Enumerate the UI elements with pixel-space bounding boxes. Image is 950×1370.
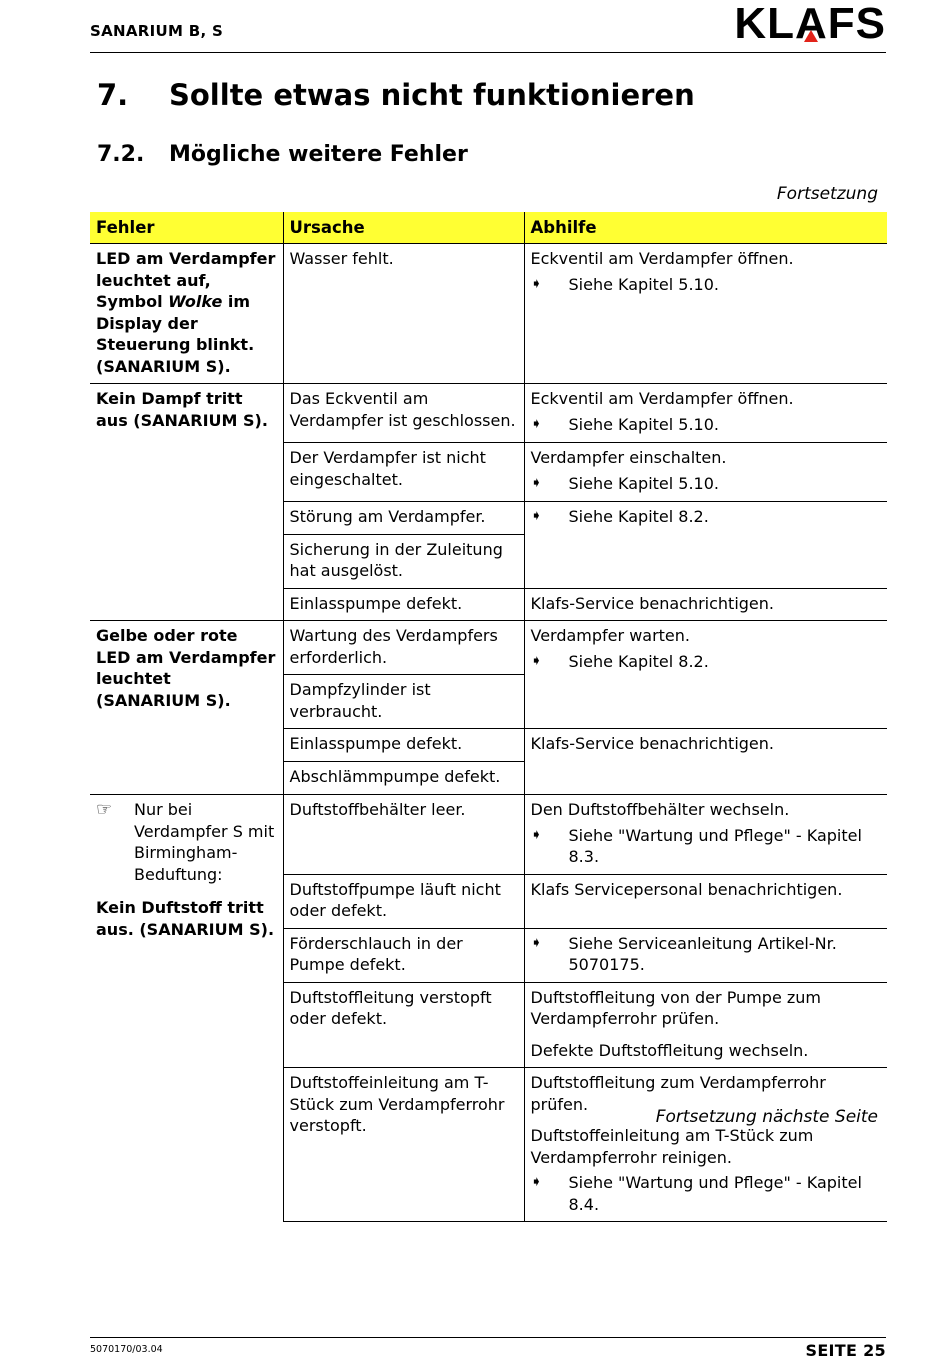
fehler-text: Kein Duftstoff tritt aus. (SANARIUM S). [96,898,275,939]
pointing-hand-icon: ☞ [96,799,113,820]
ursache-cell: Einlasspumpe defekt. [283,588,524,621]
section-number: 7. [97,78,129,112]
table-row [90,621,887,675]
abhilfe-text: Eckventil am Verdampfer öffnen. [530,389,794,408]
abhilfe-text: Den Duftstoffbehälter wechseln. [530,800,790,819]
abhilfe-text: Duftstoffleitung von der Pumpe zum Verdampferrohr prüfen. [530,987,821,1028]
reference [531,651,882,673]
table-row [90,244,887,384]
abhilfe-cell [524,502,887,589]
abhilfe-cell: Klafs-Service benachrichtigen. [524,588,887,621]
abhilfe-text: Verdampfer einschalten. [530,448,727,467]
abhilfe-text: Duftstoffleitung zum Verdampferrohr prüfen. [530,1073,826,1114]
subsection-number: 7.2. [97,142,145,167]
note [96,799,277,885]
pointer-arrow-icon: ➧ [530,508,543,524]
reference [531,825,882,868]
ursache-cell: Abschlämmpumpe defekt. [283,762,524,795]
continued-next-label: Fortsetzung nächste Seite [655,1107,878,1127]
document-title: SANARIUM B, S [90,22,224,40]
pointer-arrow-icon: ➧ [530,415,543,432]
table-row [90,795,887,875]
ursache-cell: Förderschlauch in der Pumpe defekt. [283,928,524,982]
ursache-cell: Das Eckventil am Verdampfer ist geschlossen. [283,384,524,443]
ursache-cell: Dampfzylinder ist verbraucht. [283,675,524,729]
ursache-cell: Einlasspumpe defekt. [283,729,524,762]
reference-text: Siehe Kapitel 5.10. [568,414,719,434]
abhilfe-cell [524,1068,887,1222]
logo-triangle-icon [804,30,818,42]
pointer-arrow-icon: ➧ [530,652,543,669]
reference-text: Siehe Kapitel 5.10. [568,473,719,493]
fehler-cell [90,795,283,1222]
page-header [90,0,886,53]
pointer-arrow-icon: ➧ [530,1174,543,1190]
reference [531,506,882,528]
fehler-text: LED am Verdampfer leuchtet auf, Symbol [96,249,276,311]
ursache-cell: Duftstoffbehälter leer. [283,795,524,875]
fehler-italic-text: Wolke [168,292,223,311]
page-number: SEITE 25 [805,1341,886,1360]
reference [531,933,882,976]
troubleshooting-table [90,212,887,1222]
header-ursache: Ursache [283,212,524,244]
fehler-cell: Kein Dampf tritt aus (SANARIUM S). [90,384,283,621]
page-footer [90,1337,886,1360]
abhilfe-cell [524,384,887,443]
reference-text: Siehe "Wartung und Pflege" - Kapitel 8.3. [568,825,862,866]
fehler-cell [90,244,283,384]
ursache-cell: Wartung des Verdampfers erforderlich. [283,621,524,675]
table-row [90,384,887,443]
reference [531,1172,882,1215]
header-fehler: Fehler [90,212,283,244]
reference-text: Siehe Kapitel 8.2. [568,651,709,671]
reference [531,473,882,495]
subsection-title: Mögliche weitere Fehler [169,142,468,167]
document-id: 5070170/03.04 [90,1344,163,1355]
ursache-cell: Störung am Verdampfer. [283,502,524,535]
subsection-heading [97,142,468,167]
reference-text: Siehe Kapitel 5.10. [568,274,719,294]
abhilfe-cell [524,443,887,502]
abhilfe-text: Defekte Duftstoffleitung wechseln. [530,1040,809,1060]
abhilfe-text: Eckventil am Verdampfer öffnen. [530,249,794,268]
ursache-cell: Wasser fehlt. [283,244,524,384]
fehler-cell: Gelbe oder rote LED am Verdampfer leuchtet (SANARIUM S). [90,621,283,795]
pointer-arrow-icon: ➧ [530,275,543,292]
pointer-arrow-icon: ➧ [530,934,543,951]
abhilfe-text: Duftstoffeinleitung am T-Stück zum Verdampferrohr reinigen. [530,1126,814,1167]
section-heading [97,78,695,112]
reference-text: Siehe "Wartung und Pflege" - Kapitel 8.4. [568,1173,862,1214]
abhilfe-cell [524,795,887,875]
abhilfe-text: Verdampfer warten. [530,626,690,645]
reference-text: Siehe Kapitel 8.2. [568,507,709,526]
section-title: Sollte etwas nicht funktionieren [169,78,695,112]
fehler-text: im Display der Steuerung blinkt. (SANARIUM S). [96,292,255,376]
abhilfe-cell: Klafs-Service benachrichtigen. [524,729,887,795]
ursache-cell: Duftstoffeinleitung am T-Stück zum Verdampferrohr verstopft. [283,1068,524,1222]
abhilfe-cell [524,982,887,1068]
abhilfe-cell: Klafs Servicepersonal benachrichtigen. [524,874,887,928]
klafs-logo: KL A FS [734,0,886,48]
note-text: Nur bei Verdampfer S mit Birmingham-Beduftung: [134,800,275,884]
header-abhilfe: Abhilfe [524,212,887,244]
pointer-arrow-icon: ➧ [530,826,543,843]
reference-text: Siehe Serviceanleitung Artikel-Nr. 5070175. [568,933,837,974]
table-header-row [90,212,887,244]
abhilfe-cell [524,928,887,982]
reference [531,414,882,436]
abhilfe-cell [524,621,887,729]
reference [531,274,882,296]
ursache-cell: Duftstoffleitung verstopft oder defekt. [283,982,524,1068]
continued-label: Fortsetzung [776,184,878,204]
abhilfe-cell [524,244,887,384]
pointer-arrow-icon: ➧ [530,474,543,491]
ursache-cell: Duftstoffpumpe läuft nicht oder defekt. [283,874,524,928]
ursache-cell: Sicherung in der Zuleitung hat ausgelöst. [283,534,524,588]
ursache-cell: Der Verdampfer ist nicht eingeschaltet. [283,443,524,502]
